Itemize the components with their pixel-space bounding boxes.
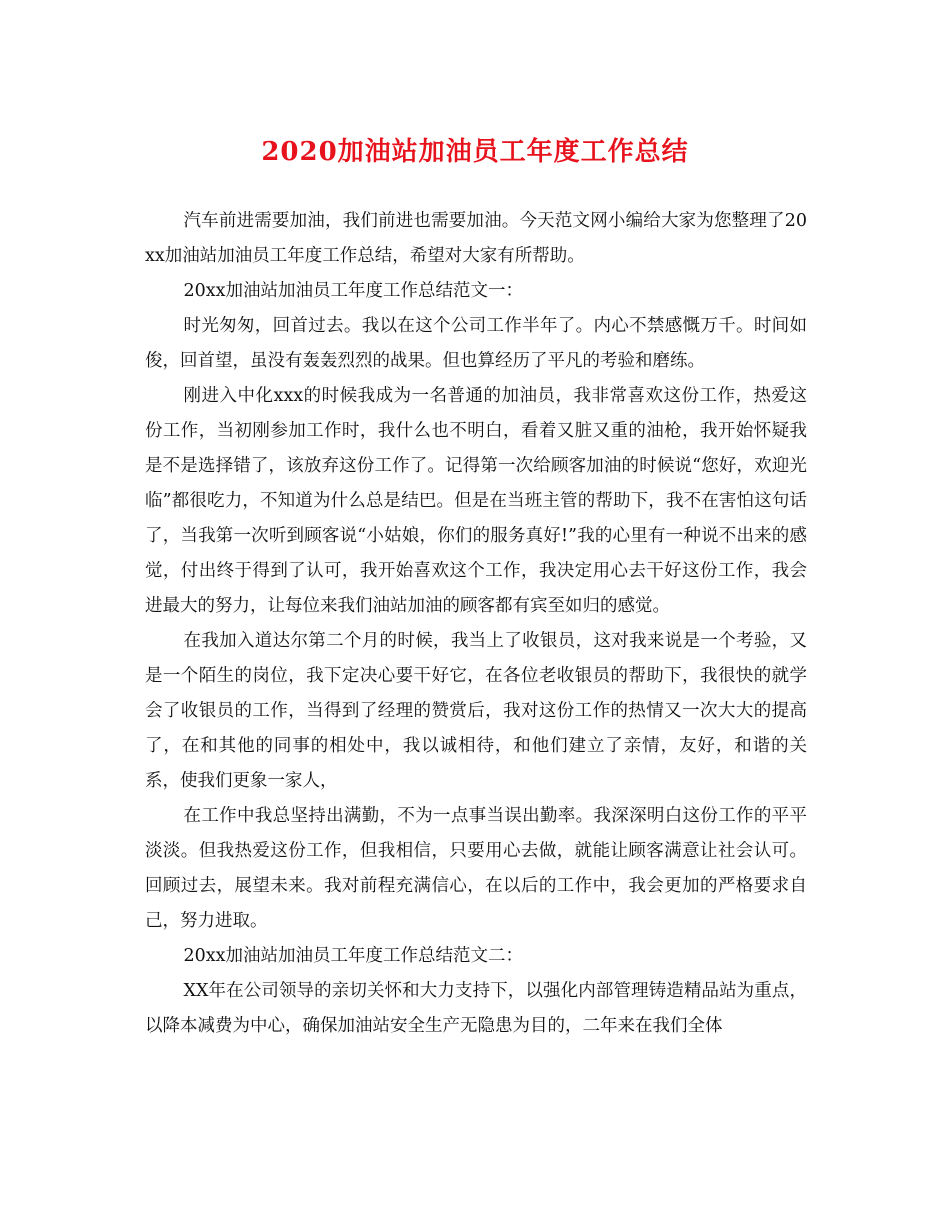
paragraph-heading-sample-two: 20xx加油站加油员工年度工作总结范文二： (183, 946, 524, 966)
paragraph: 时光匆匆，回首过去。我以在这个公司工作半年了。内心不禁感慨万千。时间如俊，回首望，虽没有轰轰烈烈的战果。但也算经历了平凡的考验和磨练。 (145, 316, 807, 371)
paragraph: XX年在公司领导的亲切关怀和大力支持下，以强化内部管理铸造精品站为重点，以降本减费为中心，确保加油站安全生产无隐患为目的，二年来在我们全体 (145, 981, 807, 1036)
paragraph-heading-sample-one: 20xx加油站加油员工年度工作总结范文一： (183, 281, 524, 301)
document-body (145, 204, 807, 1044)
paragraph: 在工作中我总坚持出满勤，不为一点事当误出勤率。我深深明白这份工作的平平淡淡。但我热爱这份工作，但我相信，只要用心去做，就能让顾客满意让社会认可。回顾过去，展望未来。我对前程充满信心，在以后的工作中，我会更加的严格要求自己，努力进取。 (145, 806, 807, 931)
paragraph: 刚进入中化xxx的时候我成为一名普通的加油员，我非常喜欢这份工作，热爱这份工作，当初刚参加工作时，我什么也不明白，看着又脏又重的油枪，我开始怀疑我是不是选择错了，该放弃这份工作了。记得第一次给顾客加油的时候说“您好，欢迎光临”都很吃力，不知道为什么总是结巴。但是在当班主管的帮助下，我不在害怕这句话了，当我第一次听到顾客说“小姑娘，你们的服务真好!”我的心里有一种说不出来的感觉，付出终于得到了认可，我开始喜欢这个工作，我决定用心去干好这份工作，我会进最大的努力，让每位来我们油站加油的顾客都有宾至如归的感觉。 (145, 386, 807, 616)
paragraph-intro: 汽车前进需要加油，我们前进也需要加油。今天范文网小编给大家为您整理了20xx加油站加油员工年度工作总结，希望对大家有所帮助。 (145, 211, 807, 266)
paragraph: 在我加入道达尔第二个月的时候，我当上了收银员，这对我来说是一个考验，又是一个陌生的岗位，我下定决心要干好它，在各位老收银员的帮助下，我很快的就学会了收银员的工作，当得到了经理的赞赏后，我对这份工作的热情又一次大大的提高了，在和其他的同事的相处中，我以诚相待，和他们建立了亲情，友好，和谐的关系，使我们更象一家人， (145, 631, 807, 791)
document-title: 2020加油站加油员工年度工作总结 (261, 137, 689, 167)
